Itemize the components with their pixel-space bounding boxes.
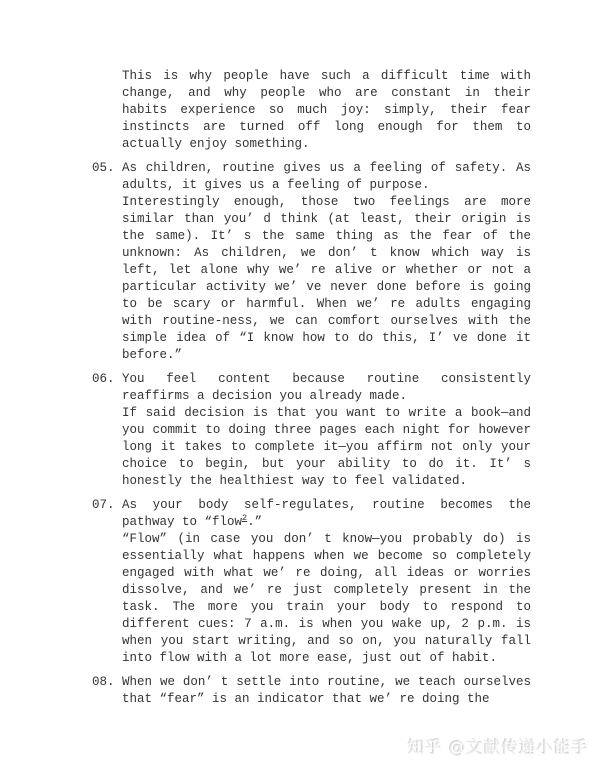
item-lead-text-end: .” bbox=[247, 515, 263, 529]
item-lead: As children, routine gives us a feeling of safety. As adults, it gives us a feeling of purpose. bbox=[122, 161, 531, 192]
item-lead: When we don’ t settle into routine, we teach ourselves that “fear” is an indicator that we’ re doing the bbox=[122, 675, 531, 706]
list-item-07 bbox=[92, 497, 531, 667]
item-lead-text: As your body self-regulates, routine becomes the pathway to “flow bbox=[122, 498, 531, 529]
item-number: 05. bbox=[92, 161, 115, 175]
item-number: 07. bbox=[92, 498, 115, 512]
item-body: “Flow” (in case you don’ t know—you probably do) is essentially what happens when we become so completely engaged with what we’ re doing, all ideas or worries dissolve, and we’ re just completely present in the task. The more you train your body to respond to different cues: 7 a.m. is when you wake up, 2 p.m. is when you start writing, and so on, you naturally fall into flow with a lot more ease, just out of habit. bbox=[122, 532, 531, 665]
list-item-08 bbox=[92, 674, 531, 708]
list-item-06 bbox=[92, 371, 531, 490]
footnote-link[interactable]: 2 bbox=[242, 512, 248, 523]
list-item-05 bbox=[92, 160, 531, 364]
item-body: If said decision is that you want to write a book—and you commit to doing three pages each night for however long it takes to complete it—you affirm not only your choice to begin, but your ability to do it. It’ s honestly the healthiest way to feel validated. bbox=[122, 406, 531, 488]
document-text-block bbox=[92, 68, 531, 715]
item-number: 06. bbox=[92, 372, 115, 386]
item-lead: You feel content because routine consistently reaffirms a decision you already made. bbox=[122, 372, 531, 403]
intro-paragraph: This is why people have such a difficult time with change, and why people who are constant in their habits experience so much joy: simply, their fear instincts are turned off long enough for them to actually enjoy something. bbox=[122, 69, 531, 151]
item-number: 08. bbox=[92, 675, 115, 689]
zhihu-watermark: 知乎 @文献传递小能手 bbox=[407, 738, 589, 757]
item-lead bbox=[122, 497, 531, 531]
item-body: Interestingly enough, those two feelings are more similar than you’ d think (at least, their origin is the same). It’ s the same thing as the fear of the unknown: As children, we don’ t know which way is left, let alone why we’ re alive or whether or not a particular activity we’ ve never done before is going to be scary or harmful. When we’ re adults engaging with routine-ness, we can comfort ourselves with the simple idea of “I know how to do this, I’ ve done it before.” bbox=[122, 195, 531, 362]
